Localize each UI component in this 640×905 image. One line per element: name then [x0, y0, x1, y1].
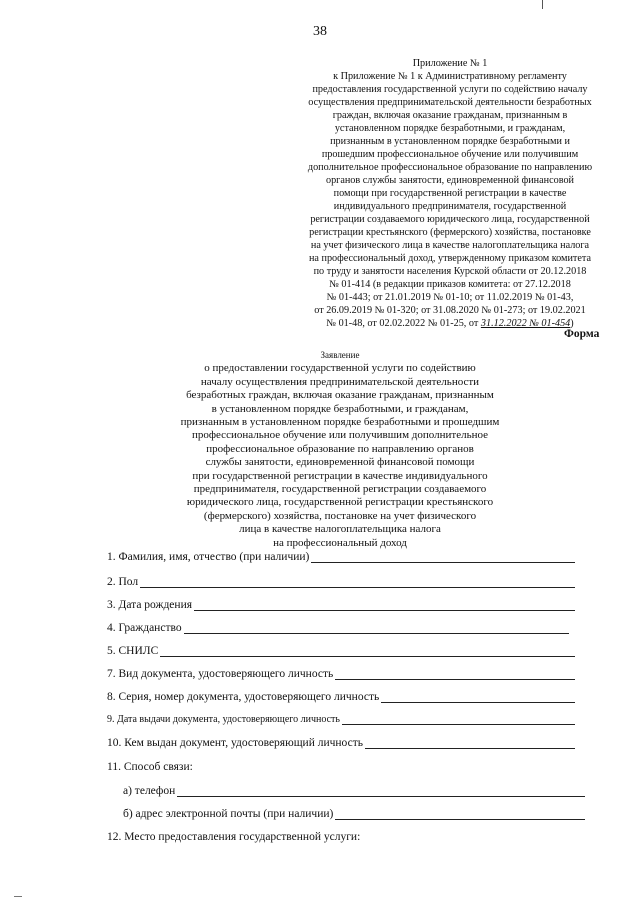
birth-date-input-line[interactable]: [194, 601, 575, 611]
appendix-line: к Приложение № 1 к Административному регламенту: [333, 71, 567, 82]
statement-line: на профессиональный доход: [273, 536, 407, 549]
statement-line: в установленном порядке безработными, и гражданам,: [211, 402, 469, 415]
appendix-line: органов службы занятости, единовременной финансовой: [325, 175, 575, 186]
appendix-closing: ): [570, 318, 574, 329]
appendix-line: на профессиональный доход, утвержденному приказом комитета: [308, 253, 592, 264]
field-label: 10. Кем выдан документ, удостоверяющий личность: [107, 737, 363, 749]
appendix-line: признанным в установленном порядке безработными и: [330, 136, 570, 147]
appendix-line: дополнительное профессиональное образование по направлению: [307, 162, 593, 173]
appendix-line: № 01-443; от 21.01.2019 № 01-10; от 11.02.2019 № 01-43,: [326, 292, 574, 303]
field-citizenship: [107, 622, 569, 634]
field-label: 4. Гражданство: [107, 622, 182, 634]
email-input-line[interactable]: [335, 810, 585, 820]
field-label: а) телефон: [123, 785, 176, 797]
page-number: 38: [313, 24, 327, 39]
appendix-line: по труду и занятости населения Курской области от 20.12.2018: [313, 266, 587, 277]
appendix-line: регистрации крестьянского (фермерского) хозяйства, постановке: [309, 227, 591, 238]
statement-line: лица в качестве налогоплательщика налога: [239, 523, 441, 536]
field-phone: [123, 785, 585, 797]
field-id-issue-date: [107, 714, 575, 725]
field-snils: [107, 645, 575, 657]
full-name-input-line[interactable]: [311, 553, 575, 563]
statement-line: при государственной регистрации в качестве индивидуального: [192, 469, 488, 482]
id-document-number-input-line[interactable]: [381, 693, 575, 703]
appendix-line: прошедшим профессиональное обучение или получившим: [321, 149, 579, 160]
appendix-line: № 01-414 (в редакции приказов комитета: от 27.12.2018: [329, 279, 571, 290]
field-label: 9. Дата выдачи документа, удостоверяющего личность: [107, 714, 340, 725]
statement-line: безработных граждан, включая оказание гражданам, признанным: [186, 389, 494, 402]
field-id-issued-by: [107, 737, 575, 749]
scan-mark: [542, 0, 543, 9]
field-label: 8. Серия, номер документа, удостоверяющего личность: [107, 691, 380, 703]
field-label: 1. Фамилия, имя, отчество (при наличии): [107, 551, 310, 563]
snils-input-line[interactable]: [160, 647, 575, 657]
field-label: 2. Пол: [107, 576, 139, 588]
id-document-type-input-line[interactable]: [335, 670, 575, 680]
service-place-heading: 12. Место предоставления государственной услуги:: [107, 831, 361, 843]
sex-input-line[interactable]: [140, 578, 575, 588]
statement-line: о предоставлении государственной услуги по содействию: [204, 362, 476, 375]
appendix-line: помощи при государственной регистрации в качестве: [333, 188, 567, 199]
phone-input-line[interactable]: [177, 787, 585, 797]
statement-line: юридического лица, государственной регистрации крестьянского: [186, 496, 494, 509]
appendix-line: регистрации создаваемого юридического лица, государственной: [310, 214, 590, 225]
field-label: 3. Дата рождения: [107, 599, 193, 611]
statement-line: службы занятости, единовременной финансовой помощи: [205, 456, 475, 469]
appendix-line: установленном порядке безработными, и гражданам,: [334, 123, 566, 134]
id-issue-date-input-line[interactable]: [342, 715, 575, 725]
statement-line: началу осуществления предпринимательской деятельности: [200, 375, 480, 388]
field-email: [123, 808, 585, 820]
statement-line: профессиональное образование по направлению органов: [206, 442, 474, 455]
handwritten-amendment: 31.12.2022 № 01-454: [480, 318, 571, 329]
citizenship-input-line[interactable]: [184, 624, 569, 634]
statement-title-block: [172, 349, 508, 550]
field-id-document-type: [107, 668, 575, 680]
statement-title: Заявление: [320, 350, 360, 360]
appendix-header: [282, 57, 618, 330]
id-issued-by-input-line[interactable]: [365, 739, 575, 749]
statement-line: признанным в установленном порядке безработными и прошедшим: [180, 416, 500, 429]
field-label: б) адрес электронной почты (при наличии): [123, 808, 334, 820]
appendix-line: предоставления государственной услуги по содействию началу: [312, 84, 588, 95]
field-label: 7. Вид документа, удостоверяющего личность: [107, 668, 334, 680]
appendix-line: граждан, включая оказание гражданам, признанным в: [332, 110, 568, 121]
field-id-document-number: [107, 691, 575, 703]
statement-line: (фермерского) хозяйства, постановке на учет физического: [203, 509, 477, 522]
field-birth-date: [107, 599, 575, 611]
form-label: Форма: [564, 328, 600, 340]
field-sex: [107, 576, 575, 588]
appendix-line: индивидуального предпринимателя, государственной: [333, 201, 567, 212]
statement-line: предпринимателя, государственной регистрации создаваемого: [193, 483, 487, 496]
appendix-line: от 26.09.2019 № 01-320; от 31.08.2020 № 01-273; от 19.02.2021: [314, 305, 586, 316]
appendix-last-text: № 01-48, от 02.02.2022 № 01-25, от: [326, 318, 479, 329]
statement-line: профессиональное обучение или получившим дополнительное: [192, 429, 488, 442]
appendix-line: на учет физического лица в качестве налогоплательщика налога: [310, 240, 590, 251]
appendix-line: Приложение № 1: [412, 58, 488, 69]
appendix-line: осуществления предпринимательской деятельности безработных: [308, 97, 592, 108]
contact-method-heading: 11. Способ связи:: [107, 761, 193, 773]
field-full-name: [107, 551, 575, 563]
scan-corner-mark: [14, 896, 22, 897]
field-label: 5. СНИЛС: [107, 645, 159, 657]
